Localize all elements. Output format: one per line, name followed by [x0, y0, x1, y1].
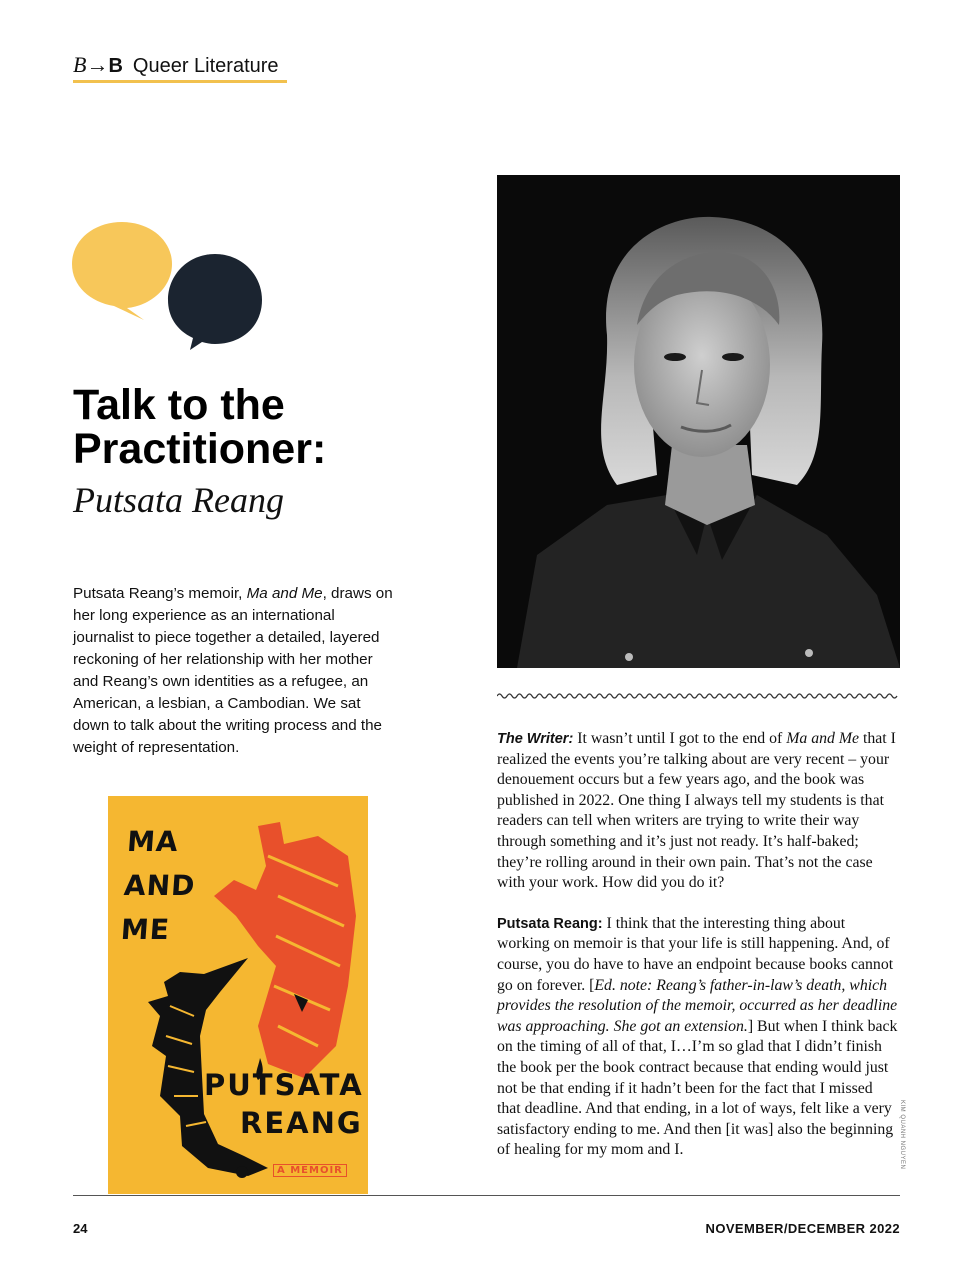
- book-author-first: PUTSATA: [204, 1068, 364, 1102]
- portrait-illustration: [497, 175, 900, 668]
- question-paragraph: The Writer: It wasn’t until I got to the end of Ma and Me that I realized the events you’re talking about are very recent – your denouement occurs but a few years ago, and the book was published in 2022. One thing I always tell my students is that readers can tell when writers are trying to write their way through something and it’s just not ready. It’s half-baked; they’re rolling around in their own pain. That’s not the case with your work. How did you do it?: [497, 730, 896, 892]
- footer-rule: [73, 1195, 900, 1196]
- page-number: 24: [73, 1221, 88, 1236]
- speaker-label: Putsata Reang:: [497, 915, 603, 932]
- speaker-label: The Writer:: [497, 731, 574, 747]
- photo-credit: KIM QUANH NGUYEN: [899, 1100, 905, 1170]
- intro-paragraph: Putsata Reang’s memoir, Ma and Me, draws on her long experience as an international journalist to piece together a detailed, layered reckoning of her relationship with her mother and Reang’s own identities as a refugee, an American, a lesbian, a Cambodian. We sat down to talk about the writing process and the weight of representation.: [73, 585, 393, 756]
- answer-paragraph: Putsata Reang: I think that the interesting thing about working on memoir is that your life is still happening. And, of course, you do have to have an endpoint because books cannot go on forever. [Ed. note: Reang’s father-in-law’s death, which provides the resolution of the memoir, occurred as her deadline was approaching. She got an extension.] But when I think back on the timing of all of that, I…I’m so glad that I didn’t finish the book per the book contract because that ending would just not be that ending if it hadn’t been for the fact that I missed that deadline. And that ending, in a lot of ways, felt like a very satisfactory ending to me. And then [it was] also the beginning of healing for my mom and I.: [497, 914, 898, 1159]
- article-title: Talk to the Practitioner:: [73, 381, 327, 473]
- author-portrait-photo: [497, 175, 900, 668]
- section-header: [73, 52, 279, 80]
- book-memoir-tag: A MEMOIR: [273, 1164, 347, 1177]
- header-underline: [73, 80, 287, 83]
- book-cover-image: [108, 796, 368, 1194]
- interview-body: [497, 729, 900, 1181]
- article-subtitle: Putsata Reang: [73, 480, 284, 520]
- wavy-divider: [497, 691, 900, 701]
- book-author-last: REANG: [240, 1106, 363, 1140]
- issue-date: NOVEMBER/DECEMBER 2022: [705, 1221, 900, 1236]
- section-name: Queer Literature: [132, 55, 279, 77]
- book-title: MA AND ME: [119, 825, 197, 946]
- magazine-logo: B→B: [73, 52, 123, 77]
- speech-bubbles-icon: [72, 220, 272, 360]
